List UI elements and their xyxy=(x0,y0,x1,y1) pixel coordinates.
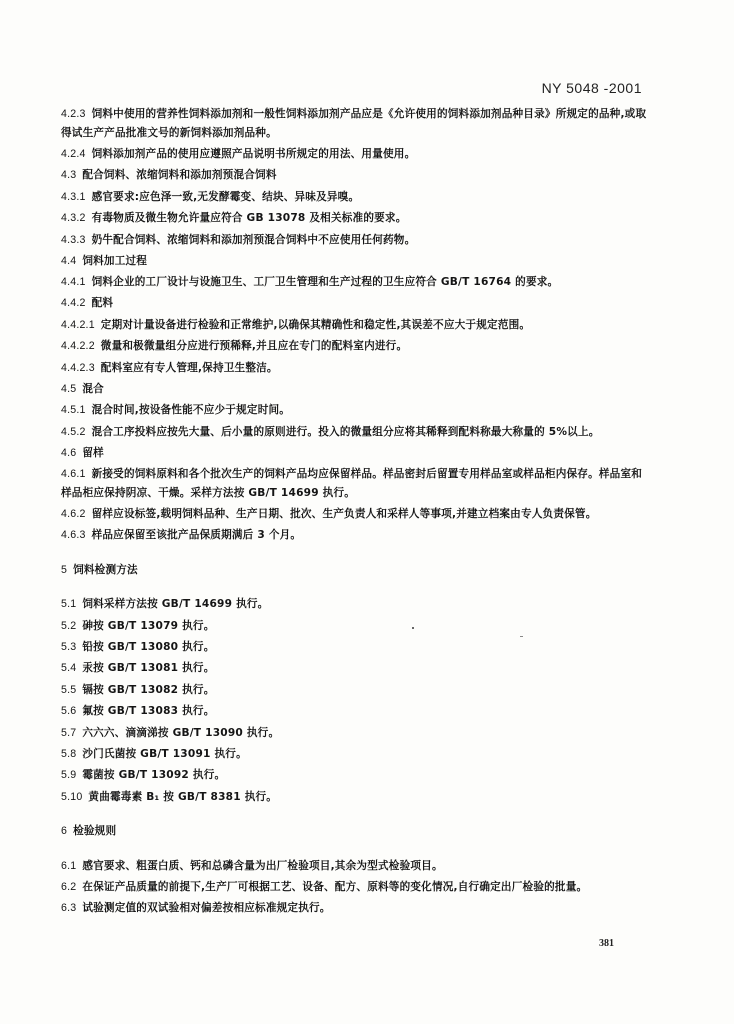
section-heading xyxy=(61,165,647,186)
clause-number: 4.3.2 xyxy=(61,212,86,225)
clause-number: 5.1 xyxy=(61,598,77,611)
clause-text: 新接受的饲料原料和各个批次生产的饲料产品均应保留样品。样品密封后留置专用样品室或样品柜内保存。样品室和样品柜应保持阴凉、干燥。采样方法按 GB/T 14699 执行。 xyxy=(61,468,643,500)
clause-text: 砷按 GB/T 13079 执行。 xyxy=(82,619,215,632)
clause-paragraph xyxy=(61,680,647,701)
clause-number: 5.4 xyxy=(61,662,77,675)
clause-paragraph xyxy=(61,208,647,229)
document-body xyxy=(61,104,647,919)
clause-number: 4.2.3 xyxy=(61,108,86,120)
clause-paragraph xyxy=(61,400,647,421)
clause-text: 饲料检测方法 xyxy=(73,563,138,576)
clause-paragraph xyxy=(61,272,647,293)
clause-number: 6.1 xyxy=(61,859,77,872)
clause-text: 饲料添加剂产品的使用应遵照产品说明书所规定的用法、用量使用。 xyxy=(91,148,416,160)
clause-number: 5.3 xyxy=(61,640,77,653)
clause-paragraph xyxy=(61,637,647,658)
clause-number: 4.2.4 xyxy=(61,148,86,160)
clause-paragraph xyxy=(61,658,647,679)
clause-paragraph xyxy=(61,422,647,443)
clause-number: 4.4.2.3 xyxy=(61,361,95,374)
clause-number: 5.5 xyxy=(61,683,77,696)
clause-text: 配合饲料、浓缩饲料和添加剂预混合饲料 xyxy=(82,169,277,182)
clause-number: 4.4.1 xyxy=(61,276,86,289)
clause-paragraph xyxy=(61,104,647,144)
clause-number: 4.5 xyxy=(61,383,77,396)
clause-paragraph xyxy=(61,765,647,786)
section-gap xyxy=(61,581,647,594)
clause-paragraph xyxy=(61,616,647,637)
clause-paragraph xyxy=(61,856,647,877)
section-heading xyxy=(61,251,647,272)
clause-number: 6.3 xyxy=(61,901,77,914)
clause-paragraph xyxy=(61,877,647,898)
clause-number: 6 xyxy=(61,825,68,838)
clause-text: 配料 xyxy=(91,297,114,310)
clause-number: 4.5.1 xyxy=(61,404,86,417)
clause-paragraph xyxy=(61,723,647,744)
clause-paragraph xyxy=(61,594,647,615)
standard-number: NY 5048 -2001 xyxy=(541,80,642,96)
clause-number: 6.2 xyxy=(61,880,77,893)
clause-text: 饲料加工过程 xyxy=(82,255,148,268)
clause-number: 4.4 xyxy=(61,255,77,268)
clause-text: 感官要求、粗蛋白质、钙和总磷含量为出厂检验项目,其余为型式检验项目。 xyxy=(82,859,443,872)
clause-paragraph xyxy=(61,315,647,336)
clause-text: 汞按 GB/T 13081 执行。 xyxy=(82,662,215,675)
clause-text: 铅按 GB/T 13080 执行。 xyxy=(82,640,215,653)
clause-number: 5.10 xyxy=(61,790,83,803)
clause-text: 混合时间,按设备性能不应少于规定时间。 xyxy=(91,404,291,417)
section-gap xyxy=(61,547,647,560)
clause-number: 5.9 xyxy=(61,769,77,782)
clause-text: 混合工序投料应按先大量、后小量的原则进行。投入的微量组分应将其稀释到配料称最大称量的 5%以上。 xyxy=(91,425,600,438)
page-number: 381 xyxy=(599,938,614,949)
clause-number: 5.2 xyxy=(61,619,77,632)
clause-number: 4.6.2 xyxy=(61,508,86,521)
clause-paragraph xyxy=(61,701,647,722)
clause-text: 留样 xyxy=(82,446,104,459)
clause-paragraph xyxy=(61,787,647,808)
clause-text: 定期对计量设备进行检验和正常维护,以确保其精确性和稳定性,其误差不应大于规定范围。 xyxy=(100,318,531,331)
clause-paragraph xyxy=(61,464,647,504)
clause-number: 4.3.1 xyxy=(61,190,86,203)
scan-speck xyxy=(412,627,414,629)
clause-number: 5.6 xyxy=(61,705,77,718)
clause-text: 试验测定值的双试验相对偏差按相应标准规定执行。 xyxy=(82,901,331,914)
section-heading xyxy=(61,821,647,842)
clause-text: 氟按 GB/T 13083 执行。 xyxy=(82,705,215,718)
clause-number: 4.3 xyxy=(61,169,77,182)
clause-number: 5 xyxy=(61,563,68,576)
section-heading xyxy=(61,293,647,314)
clause-paragraph xyxy=(61,144,647,165)
section-heading xyxy=(61,379,647,400)
clause-text: 微量和极微量组分应进行预稀释,并且应在专门的配料室内进行。 xyxy=(100,340,408,353)
clause-number: 5.7 xyxy=(61,726,77,739)
clause-number: 4.5.2 xyxy=(61,425,86,438)
section-heading xyxy=(61,560,647,581)
clause-number: 4.4.2 xyxy=(61,297,86,310)
clause-text: 检验规则 xyxy=(73,825,117,838)
clause-paragraph xyxy=(61,187,647,208)
clause-text: 混合 xyxy=(82,383,104,396)
section-gap xyxy=(61,843,647,856)
section-heading xyxy=(61,443,647,464)
clause-number: 4.4.2.1 xyxy=(61,318,95,331)
clause-number: 5.8 xyxy=(61,747,77,760)
clause-paragraph xyxy=(61,525,647,546)
clause-text: 感官要求:应色泽一致,无发酵霉变、结块、异味及异嗅。 xyxy=(91,190,360,203)
scan-speck xyxy=(520,636,523,637)
clause-number: 4.6.3 xyxy=(61,529,86,542)
clause-text: 镉按 GB/T 13082 执行。 xyxy=(82,683,215,696)
clause-paragraph xyxy=(61,336,647,357)
clause-text: 饲料采样方法按 GB/T 14699 执行。 xyxy=(82,598,269,611)
clause-text: 样品应保留至该批产品保质期满后 3 个月。 xyxy=(91,529,302,542)
clause-text: 留样应设标签,载明饲料品种、生产日期、批次、生产负责人和采样人等事项,并建立档案由专人负责保管。 xyxy=(91,508,597,521)
clause-text: 饲料企业的工厂设计与设施卫生、工厂卫生管理和生产过程的卫生应符合 GB/T 16764 的要求。 xyxy=(91,276,559,289)
clause-text: 奶牛配合饲料、浓缩饲料和添加剂预混合饲料中不应使用任何药物。 xyxy=(91,233,416,246)
clause-text: 霉菌按 GB/T 13092 执行。 xyxy=(82,769,226,782)
clause-text: 六六六、滴滴涕按 GB/T 13090 执行。 xyxy=(82,726,280,739)
clause-text: 黄曲霉毒素 B₁ 按 GB/T 8381 执行。 xyxy=(88,790,278,803)
clause-text: 饲料中使用的营养性饲料添加剂和一般性饲料添加剂产品应是《允许使用的饲料添加剂品种目录》所规定的品种,或取得试生产产品批准文号的新饲料添加剂品种。 xyxy=(61,108,647,139)
clause-paragraph xyxy=(61,230,647,251)
clause-text: 有毒物质及微生物允许量应符合 GB 13078 及相关标准的要求。 xyxy=(91,212,407,225)
clause-paragraph xyxy=(61,898,647,919)
clause-number: 4.6.1 xyxy=(61,468,86,481)
clause-text: 在保证产品质量的前提下,生产厂可根据工艺、设备、配方、原料等的变化情况,自行确定出厂检验的批量。 xyxy=(82,880,588,893)
clause-paragraph xyxy=(61,358,647,379)
section-gap xyxy=(61,808,647,821)
clause-number: 4.3.3 xyxy=(61,233,86,246)
clause-paragraph xyxy=(61,744,647,765)
clause-text: 沙门氏菌按 GB/T 13091 执行。 xyxy=(82,747,247,760)
clause-number: 4.6 xyxy=(61,446,77,459)
clause-text: 配料室应有专人管理,保持卫生整洁。 xyxy=(100,361,278,374)
clause-paragraph xyxy=(61,504,647,525)
clause-number: 4.4.2.2 xyxy=(61,340,95,353)
